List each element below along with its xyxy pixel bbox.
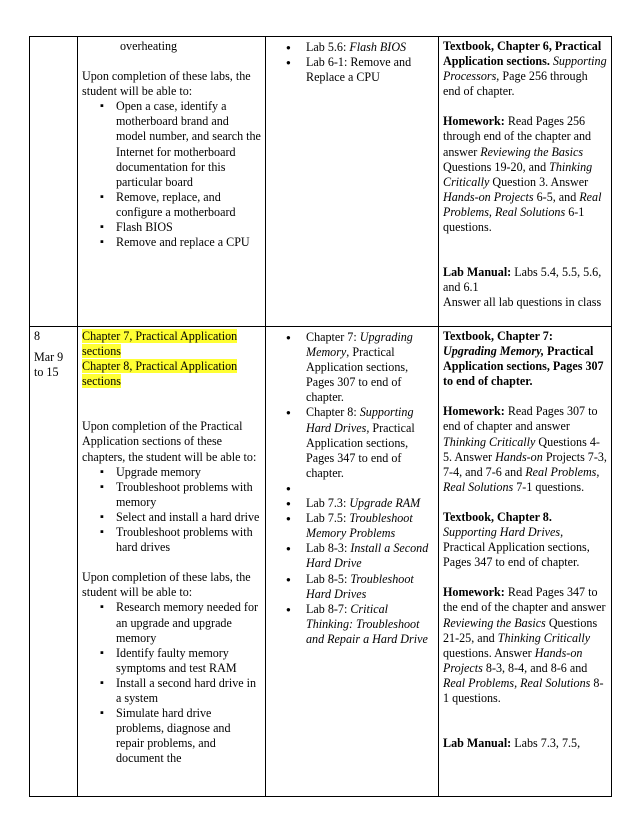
list-item: ▪ Remove and replace a CPU — [116, 235, 261, 250]
list-item: ▪ Simulate hard drive problems, diagnose and repair problems, and document the — [116, 706, 261, 766]
week-dates: Mar 9 to 15 — [34, 350, 64, 380]
homework-text: 7-1 questions. — [516, 479, 585, 494]
lab-title: Install a Second Hard Drive — [306, 541, 429, 571]
activities-cell — [266, 37, 439, 327]
lab-manual-entry — [443, 736, 607, 751]
list-item — [306, 55, 434, 85]
list-item: ▪ Upgrade memory — [116, 465, 261, 480]
textbook-label: Textbook, Chapter 8. — [443, 509, 552, 524]
lab-manual-text: Labs 7.3, 7.5, — [514, 736, 581, 751]
activity-label: Chapter 8: — [306, 405, 360, 420]
textbook-label: Textbook, Chapter 6, Practical Application sections. — [443, 39, 602, 69]
lab-title: Critical Thinking: Troubleshoot and Repair a Hard Drive — [306, 601, 428, 646]
list-item — [306, 602, 434, 647]
homework-text: 8-3, 8-4, and 8-6 and — [485, 660, 588, 675]
activities-cell — [266, 327, 439, 797]
list-item: ▪ Identify faulty memory symptoms and test RAM — [116, 646, 261, 676]
lab-manual-note: Answer all lab questions in class — [443, 295, 602, 310]
textbook-pages: Practical Application sections, Pages 347 to end of chapter. — [443, 540, 590, 570]
list-item — [306, 481, 434, 496]
list-item: ▪ Troubleshoot problems with memory — [116, 480, 261, 510]
table-row — [30, 37, 612, 327]
lab-label: Lab 8-5: — [306, 571, 351, 586]
homework-text: Hands-on — [495, 449, 543, 464]
assignments-cell — [439, 37, 612, 327]
homework-text: Thinking Critically — [497, 630, 591, 645]
highlighted-chapter: Chapter 7, Practical Application sections — [82, 329, 238, 359]
schedule-table — [29, 36, 612, 797]
textbook-pages: Practical Application sections, Pages 307 to end of chapter. — [443, 344, 604, 389]
homework-text: Question 3. Answer — [492, 174, 589, 189]
lab-label: Lab 7.3: — [306, 496, 350, 511]
homework-text: Read Pages 256 through end of the chapter and answer — [443, 114, 592, 159]
homework-text: Projects 7-3, 7-4, and 7-6 and — [443, 449, 607, 479]
homework-text: Hands-on Projects — [443, 645, 583, 675]
lab-title: Troubleshoot Memory Problems — [306, 511, 413, 541]
homework-text: Reviewing the Basics — [443, 615, 546, 630]
textbook-chapter-title: Supporting Hard Drives, — [443, 525, 564, 540]
textbook-chapter-title: Supporting Processors, — [443, 54, 607, 84]
homework-text: questions. Answer — [443, 645, 532, 660]
list-item — [306, 511, 434, 541]
textbook-entry — [443, 329, 607, 389]
lab-label: Lab 7.5: — [306, 511, 350, 526]
homework-text: Read Pages 307 to end of chapter and answer — [443, 404, 598, 434]
list-item: ▪ Research memory needed for an upgrade and upgrade memory — [116, 600, 261, 645]
homework-label: Homework: — [443, 585, 505, 600]
homework-text: Questions 21-25, and — [443, 615, 598, 645]
highlighted-chapter: Chapter 8, Practical Application sections — [82, 359, 238, 389]
homework-text: Real Problems, Real Solutions — [443, 189, 602, 219]
list-item: ▪ Open a case, identify a motherboard brand and model number, and search the Internet for motherboard documentation for this particular board — [116, 99, 261, 190]
homework-text: Questions 19-20, and — [443, 159, 547, 174]
homework-entry — [443, 585, 607, 706]
textbook-chapter-title: Upgrading Memory, — [443, 344, 545, 359]
objectives-list — [82, 99, 261, 250]
lab-manual-text: Labs 5.4, 5.5, 5.6, and 6.1 — [443, 265, 602, 295]
homework-text: Thinking Critically — [443, 434, 536, 449]
list-item — [306, 405, 434, 480]
homework-text: Thinking Critically — [443, 159, 593, 189]
list-item: ▪ Troubleshoot problems with hard drives — [116, 525, 261, 555]
activities-list — [270, 330, 434, 647]
lab-label: Lab 8-7: — [306, 601, 351, 616]
lab-label: Lab 8-3: — [306, 541, 351, 556]
objectives-list — [82, 465, 261, 556]
textbook-entry — [443, 510, 607, 570]
textbook-pages: Page 256 through end of chapter. — [443, 69, 588, 99]
homework-text: Real Problems, Real Solutions — [443, 675, 591, 690]
activities-list — [270, 40, 434, 85]
list-item: ▪ Select and install a hard drive — [116, 510, 261, 525]
activity-detail: Practical Application sections, Pages 347 to end of chapter. — [306, 420, 415, 480]
objectives-intro: Upon completion of the Practical Application sections of these chapters, the student will be able to: — [82, 419, 257, 464]
homework-entry — [443, 404, 607, 495]
homework-text: Reviewing the Basics — [480, 144, 584, 159]
week-cell — [30, 327, 78, 797]
chapter-heading — [82, 329, 261, 359]
lab-manual-label: Lab Manual: — [443, 736, 512, 751]
list-item: ▪ Flash BIOS — [116, 220, 261, 235]
lab-title: Upgrade RAM — [349, 496, 421, 511]
lab-manual-entry — [443, 265, 607, 295]
homework-text: Real Problems, Real Solutions — [443, 464, 600, 494]
activity-label: Chapter 7: — [306, 330, 360, 344]
lab-label: Lab 6-1: Remove and Replace a CPU — [306, 55, 412, 85]
week-cell — [30, 37, 78, 327]
objectives-intro: Upon completion of these labs, the student will be able to: — [82, 69, 251, 99]
textbook-entry — [443, 39, 607, 99]
activity-title: Upgrading Memory — [306, 330, 413, 360]
activity-title: Supporting Hard Drives, — [306, 405, 414, 435]
objective-text: overheating — [120, 39, 178, 53]
list-item — [306, 572, 434, 602]
list-item: ▪ Remove, replace, and configure a motherboard — [116, 190, 261, 220]
list-item — [306, 330, 434, 405]
homework-text: Read Pages 347 to the end of the chapter and answer — [443, 585, 606, 615]
homework-text: 8-1 questions. — [443, 675, 604, 705]
objectives-list — [82, 600, 261, 766]
objectives-cell — [78, 37, 266, 327]
homework-label: Homework: — [443, 114, 505, 129]
lab-title: Troubleshoot Hard Drives — [306, 571, 414, 601]
table-row — [30, 327, 612, 797]
list-item — [306, 40, 434, 55]
homework-text: Questions 4-5. Answer — [443, 434, 600, 464]
lab-label: Lab 5.6: — [306, 40, 350, 54]
objectives-cell — [78, 327, 266, 797]
homework-text: Hands-on Projects — [443, 189, 534, 204]
lab-title: Flash BIOS — [349, 40, 407, 54]
homework-text: 6-1 questions. — [443, 204, 585, 235]
assignments-cell — [439, 327, 612, 797]
chapter-heading — [82, 359, 261, 389]
textbook-label: Textbook, Chapter 7: — [443, 329, 553, 343]
week-number: 8 — [34, 329, 41, 343]
list-item — [306, 541, 434, 571]
lab-manual-label: Lab Manual: — [443, 265, 512, 280]
homework-text: 6-5, and — [536, 189, 577, 204]
homework-entry — [443, 114, 607, 235]
objectives-intro: Upon completion of these labs, the student will be able to: — [82, 570, 251, 600]
list-item — [306, 496, 434, 511]
activity-detail: , Practical Application sections, Pages 307 to end of chapter. — [306, 345, 409, 405]
list-item: ▪ Install a second hard drive in a system — [116, 676, 261, 706]
homework-label: Homework: — [443, 404, 505, 419]
